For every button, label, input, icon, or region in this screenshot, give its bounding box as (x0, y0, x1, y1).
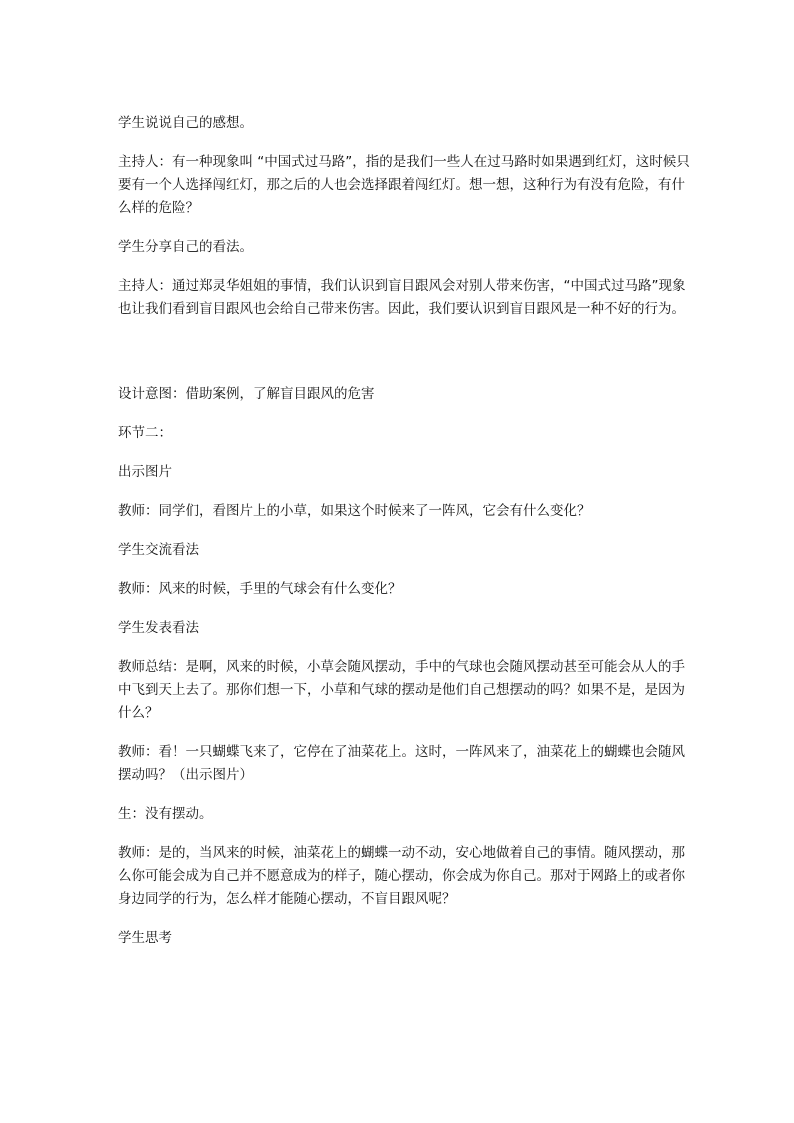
paragraph-host-summary: 主持人：通过郑灵华姐姐的事情，我们认识到盲目跟风会对别人带来伤害，“中国式过马路”现象也让我们看到盲目跟风也会给自己带来伤害。因此，我们要认识到盲目跟风是一种不好的行为。 (118, 278, 686, 317)
document-body (118, 112, 692, 966)
paragraph-stage-two: 环节二： (118, 425, 172, 441)
paragraph-host-chinese-crossing: 主持人：有一种现象叫 “中国式过马路”，指的是我们一些人在过马路时如果遇到红灯，这时候只要有一个人选择闯红灯，那之后的人也会选择跟着闯红灯。想一想，这种行为有没有危险，有什么样的危险？ (118, 154, 690, 216)
paragraph-student-share: 学生分享自己的看法。 (118, 239, 253, 255)
paragraph-teacher-butterfly: 教师：看！一只蝴蝶飞来了，它停在了油菜花上。这时，一阵风来了，油菜花上的蝴蝶也会随风摆动吗？（出示图片） (118, 744, 685, 783)
paragraph-teacher-conclusion: 教师总结：是啊，风来的时候，小草会随风摆动，手中的气球也会随风摆动甚至可能会从人的手中飞到天上去了。那你们想一下，小草和气球的摆动是他们自己想摆动的吗？如果不是，是因为什么？ (118, 659, 685, 721)
section-spacer (118, 337, 692, 383)
paragraph-student-no-sway: 生：没有摆动。 (118, 806, 213, 822)
paragraph-student-exchange: 学生交流看法 (118, 542, 199, 558)
paragraph-student-think: 学生思考 (118, 930, 172, 946)
paragraph-show-picture: 出示图片 (118, 464, 172, 480)
paragraph-student-express: 学生发表看法 (118, 620, 199, 636)
paragraph-teacher-follow-heart: 教师：是的，当风来的时候，油菜花上的蝴蝶一动不动，安心地做着自己的事情。随风摆动，那么你可能会成为自己并不愿意成为的样子，随心摆动，你会成为你自己。那对于网路上的或者你身边同学的行为，怎么样才能随心摆动，不盲目跟风呢？ (118, 845, 685, 907)
paragraph-student-feelings: 学生说说自己的感想。 (118, 115, 253, 131)
paragraph-teacher-balloon: 教师：风来的时候，手里的气球会有什么变化？ (118, 581, 402, 597)
paragraph-teacher-grass: 教师：同学们，看图片上的小草，如果这个时候来了一阵风，它会有什么变化？ (118, 503, 591, 519)
paragraph-design-intent: 设计意图：借助案例，了解盲目跟风的危害 (118, 386, 375, 402)
